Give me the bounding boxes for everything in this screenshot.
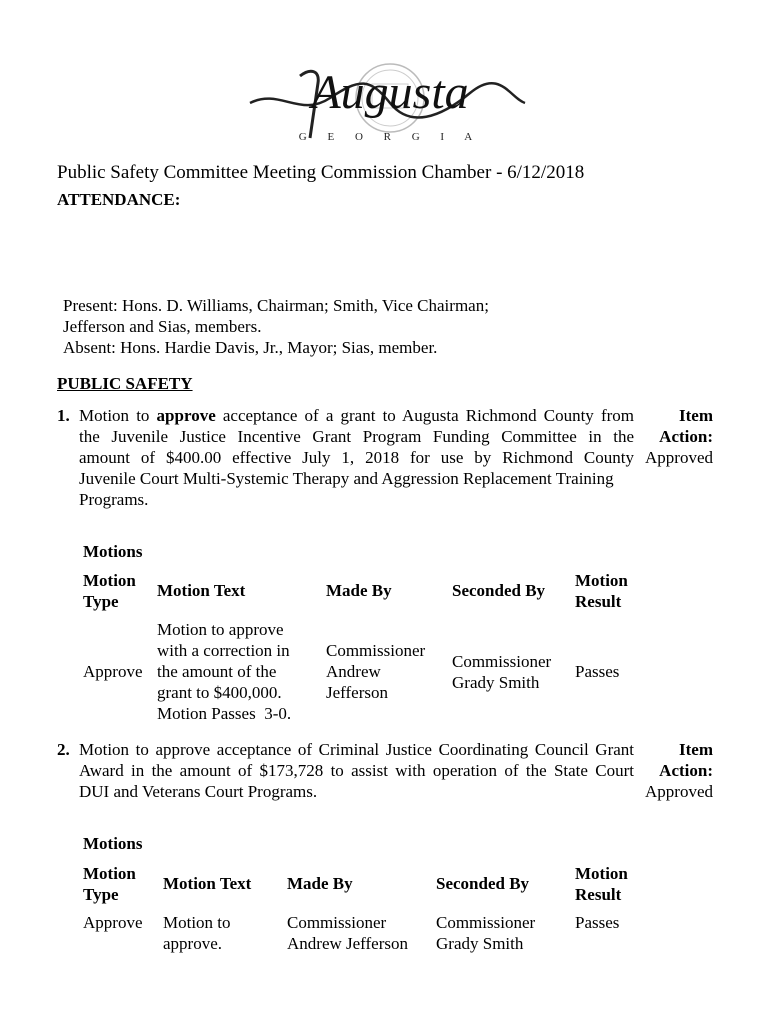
cell-motion-text: Motion to approve. — [163, 913, 231, 953]
item-line: DUI and Veterans Court Programs. — [79, 782, 318, 801]
item-action — [645, 405, 713, 468]
attendance-block — [63, 295, 489, 358]
absent-line: Absent: Hons. Hardie Davis, Jr., Mayor; Sias, member. — [63, 338, 438, 357]
item-line: Motion to approve acceptance of Criminal Justice Coordinating Council Grant — [79, 740, 634, 759]
header-motion-type: Motion Type — [83, 864, 136, 904]
action-value: Approved — [645, 782, 713, 801]
cell-made-by: Commissioner Andrew Jefferson — [287, 913, 409, 953]
action-value: Approved — [645, 448, 713, 467]
motions-table-1 — [83, 570, 643, 730]
logo-subtext: G E O R G I A — [298, 131, 482, 143]
section-title: PUBLIC SAFETY — [57, 374, 193, 393]
header-motion-text: Motion Text — [157, 581, 246, 600]
item-line: Juvenile Court Multi-Systemic Therapy and Aggression Replacement Training — [79, 469, 614, 488]
page-title: Public Safety Committee Meeting Commission Chamber - 6/12/2018 — [57, 162, 585, 183]
item-line: Award in the amount of $173,728 to assist with operation of the State Court — [79, 761, 634, 780]
cell-motion-result: Passes — [575, 913, 620, 932]
cell-motion-result: Passes — [575, 662, 620, 681]
motions-label: Motions — [83, 834, 143, 853]
agenda-item-1 — [57, 405, 713, 515]
header-motion-result: Motion Result — [575, 864, 628, 904]
item-number: 2. — [57, 740, 70, 759]
item-line: Motion to approve acceptance of a grant to Augusta Richmond County from — [79, 406, 634, 425]
header-seconded-by: Seconded By — [436, 874, 530, 893]
header-made-by: Made By — [326, 581, 392, 600]
item-description — [79, 405, 634, 510]
cell-seconded-by: Commissioner Grady Smith — [452, 652, 552, 692]
header-made-by: Made By — [287, 874, 353, 893]
header-seconded-by: Seconded By — [452, 581, 546, 600]
action-label: Action: — [659, 427, 713, 446]
item-line: the Juvenile Justice Incentive Grant Program Funding Committee in the — [79, 427, 634, 446]
logo-wordmark: Augusta — [311, 66, 469, 119]
cell-motion-text: Motion to approve with a correction in the amount of the grant to $400,000. Motion Passes 3-0. — [157, 620, 292, 723]
action-item-label: Item — [679, 406, 713, 425]
item-line: Programs. — [79, 490, 149, 509]
attendance-heading: ATTENDANCE: — [57, 190, 181, 209]
item-line: amount of $400.00 effective July 1, 2018 for use by Richmond County — [79, 448, 634, 467]
present-line-cont: Jefferson and Sias, members. — [63, 317, 262, 336]
cell-motion-type: Approve — [83, 662, 143, 681]
item-action — [645, 739, 713, 802]
header-motion-result: Motion Result — [575, 571, 628, 611]
present-line: Present: Hons. D. Williams, Chairman; Smith, Vice Chairman; — [63, 296, 489, 315]
action-label: Action: — [659, 761, 713, 780]
augusta-logo — [240, 58, 530, 158]
motions-label: Motions — [83, 542, 143, 561]
cell-made-by: Commissioner Andrew Jefferson — [326, 641, 426, 702]
cell-seconded-by: Commissioner Grady Smith — [436, 913, 536, 953]
header-motion-type: Motion Type — [83, 571, 136, 611]
motions-table-2 — [83, 863, 643, 963]
item-description — [79, 739, 634, 802]
header-motion-text: Motion Text — [163, 874, 252, 893]
agenda-item-2 — [57, 739, 713, 805]
cell-motion-type: Approve — [83, 913, 143, 932]
item-number: 1. — [57, 406, 70, 425]
action-item-label: Item — [679, 740, 713, 759]
